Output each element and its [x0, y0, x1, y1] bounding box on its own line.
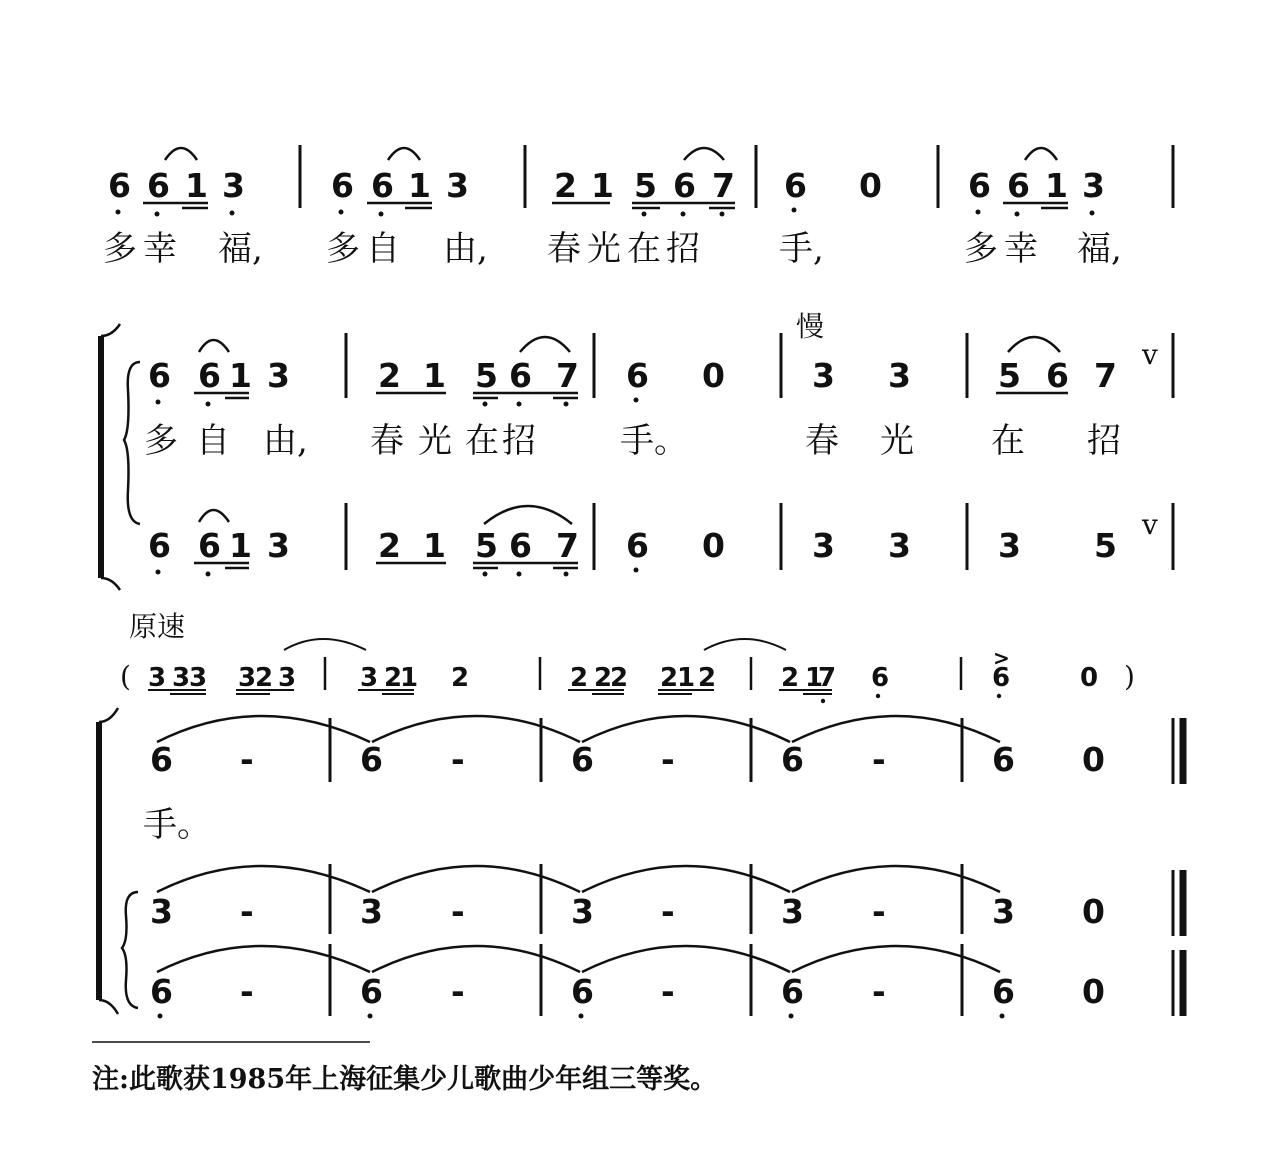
lyric: 在 [991, 421, 1025, 461]
note: 2 [594, 663, 613, 693]
tie [582, 866, 790, 892]
tie [372, 946, 580, 972]
lyric: 手。 [143, 805, 211, 845]
note: - [451, 740, 465, 779]
note: 3 [278, 663, 297, 693]
note: 6 [784, 166, 807, 205]
note: - [240, 740, 254, 779]
lyric: 春 [370, 421, 404, 461]
note: 6 [108, 166, 131, 205]
note: 1 [1045, 166, 1068, 205]
note: - [240, 972, 254, 1011]
beam [473, 393, 578, 398]
note: 3 [267, 356, 290, 395]
note: 3 [360, 892, 383, 931]
tie [157, 866, 370, 892]
slur [684, 148, 724, 160]
line1-lyrics [103, 229, 1122, 269]
note: 6 [360, 972, 383, 1011]
note: 3 [781, 892, 804, 931]
note: 5 [475, 356, 498, 395]
note: 2 [451, 663, 470, 693]
beam [1003, 203, 1068, 208]
note: 2 [255, 663, 274, 693]
note: 1 [229, 356, 252, 395]
lyric: 手, [779, 229, 824, 269]
note: 1 [423, 526, 446, 565]
note: 3 [189, 663, 208, 693]
note: 2 [570, 663, 589, 693]
note: 7 [556, 356, 579, 395]
slur [199, 340, 229, 352]
lyric: 招 [502, 421, 536, 461]
low-octave-dots [116, 208, 1020, 217]
note: 6 [147, 166, 170, 205]
note: 1 [677, 663, 696, 693]
note: 6 [871, 663, 890, 693]
note: 6 [1046, 356, 1069, 395]
tempo-mark: 慢 [796, 310, 825, 343]
note: 6 [198, 356, 221, 395]
note: 1 [408, 166, 431, 205]
lyric: 由, [263, 421, 308, 461]
tie [704, 639, 786, 650]
beam [194, 563, 249, 568]
note: 3 [1082, 166, 1105, 205]
slur [484, 506, 572, 524]
note: 7 [1094, 356, 1117, 395]
breath-mark: v [1142, 508, 1158, 541]
tie [792, 716, 1000, 742]
note: 6 [992, 972, 1015, 1011]
beam [367, 203, 432, 208]
slur [1025, 148, 1057, 160]
note: 3 [992, 892, 1015, 931]
note: 6 [360, 740, 383, 779]
open-paren: ( [120, 660, 131, 693]
lyric: 招 [1087, 421, 1121, 461]
breath-mark: v [1142, 338, 1158, 371]
note: 3 [812, 526, 835, 565]
note: 6 [992, 663, 1011, 693]
lyric: 春 [805, 421, 839, 461]
slur [165, 148, 197, 160]
note: 6 [509, 526, 532, 565]
note: 6 [781, 740, 804, 779]
lyric: 在 [627, 229, 661, 269]
note: 3 [998, 526, 1021, 565]
note: 3 [446, 166, 469, 205]
note: 0 [1082, 892, 1105, 931]
note: 3 [888, 526, 911, 565]
note: 2 [660, 663, 679, 693]
line2-voice1 [148, 338, 1158, 395]
note: 7 [712, 166, 735, 205]
note: 0 [859, 166, 882, 205]
tie [582, 946, 790, 972]
note: 6 [571, 972, 594, 1011]
note: 2 [610, 663, 629, 693]
beam [143, 203, 208, 208]
note: 6 [1007, 166, 1030, 205]
tie [284, 639, 366, 650]
note: 3 [150, 892, 173, 931]
note: 0 [702, 356, 725, 395]
lyric: 在 [465, 421, 499, 461]
line3-system-brackets [99, 708, 138, 1014]
lyric: 多 [103, 229, 137, 269]
note: 3 [571, 892, 594, 931]
accent-mark: > [993, 646, 1010, 670]
lyric: 福, [1077, 229, 1122, 269]
note: 6 [331, 166, 354, 205]
note: 0 [1080, 663, 1099, 693]
tie [157, 716, 370, 742]
note: 6 [781, 972, 804, 1011]
beam [632, 203, 735, 208]
tie [792, 866, 1000, 892]
note: 3 [222, 166, 245, 205]
note: 7 [818, 663, 837, 693]
note: 6 [509, 356, 532, 395]
note: - [240, 892, 254, 931]
slur [388, 148, 420, 160]
lyric: 幸 [143, 229, 177, 269]
note: - [661, 740, 675, 779]
lyric: 光 [880, 421, 914, 461]
note: 0 [702, 526, 725, 565]
line2-lyrics [144, 421, 1121, 461]
note: - [661, 972, 675, 1011]
lyric: 由, [443, 229, 488, 269]
note: 2 [384, 663, 403, 693]
note: 1 [591, 166, 614, 205]
slur [1008, 337, 1060, 352]
note: 2 [781, 663, 800, 693]
lyric: 福, [218, 229, 263, 269]
lyric: 光 [418, 421, 452, 461]
note: 6 [571, 740, 594, 779]
brace [124, 362, 140, 524]
close-paren: ) [1124, 660, 1135, 693]
footnote: 注:此歌获1985年上海征集少儿歌曲少年组三等奖。 [92, 1064, 718, 1095]
note: 5 [634, 166, 657, 205]
note: 3 [360, 663, 379, 693]
note: 6 [150, 740, 173, 779]
lyric: 多 [964, 229, 998, 269]
note: 5 [998, 356, 1021, 395]
accompaniment [120, 646, 1135, 693]
note: 6 [371, 166, 394, 205]
note: 5 [1094, 526, 1117, 565]
note: 6 [148, 356, 171, 395]
lyric: 多 [144, 421, 178, 461]
note: 2 [698, 663, 717, 693]
lyric: 多 [326, 229, 360, 269]
note: 1 [400, 663, 419, 693]
note: 1 [185, 166, 208, 205]
beam [194, 393, 249, 398]
note: 6 [968, 166, 991, 205]
brace [122, 892, 138, 1008]
tie [157, 946, 370, 972]
note: 6 [992, 740, 1015, 779]
note: 3 [267, 526, 290, 565]
lyric: 幸 [1004, 229, 1038, 269]
slur [199, 510, 229, 522]
note: 6 [626, 356, 649, 395]
lyric: 光 [587, 229, 621, 269]
note: 0 [1082, 740, 1105, 779]
slur [520, 337, 570, 352]
lyric: 招 [666, 229, 700, 269]
note: 6 [198, 526, 221, 565]
note: 6 [150, 972, 173, 1011]
note: 3 [238, 663, 257, 693]
note: - [872, 892, 886, 931]
line2-voice2 [148, 508, 1158, 565]
tie [372, 866, 580, 892]
tie [372, 716, 580, 742]
note: 2 [554, 166, 577, 205]
note: 1 [423, 356, 446, 395]
tie [792, 946, 1000, 972]
note: - [872, 740, 886, 779]
note: 3 [172, 663, 191, 693]
note: 3 [812, 356, 835, 395]
note: - [872, 972, 886, 1011]
lyric: 春 [547, 229, 581, 269]
line1-notes [108, 166, 1105, 205]
note: 2 [378, 526, 401, 565]
dot [1090, 211, 1095, 216]
note: 0 [1082, 972, 1105, 1011]
note: - [451, 892, 465, 931]
note: - [661, 892, 675, 931]
note: 6 [673, 166, 696, 205]
beam [473, 563, 578, 568]
note: 7 [556, 526, 579, 565]
dot [230, 211, 235, 216]
tie [582, 716, 790, 742]
note: 1 [805, 663, 824, 693]
tempo-mark: 原速 [129, 610, 186, 643]
lyric: 手。 [620, 421, 688, 461]
lyric: 自 [196, 421, 230, 461]
lyric: 自 [366, 229, 400, 269]
note: - [451, 972, 465, 1011]
line2-system-brackets [101, 324, 140, 590]
note: 1 [229, 526, 252, 565]
note: 6 [626, 526, 649, 565]
note: 6 [148, 526, 171, 565]
note: 2 [378, 356, 401, 395]
note: 3 [148, 663, 167, 693]
note: 3 [888, 356, 911, 395]
note: 5 [475, 526, 498, 565]
